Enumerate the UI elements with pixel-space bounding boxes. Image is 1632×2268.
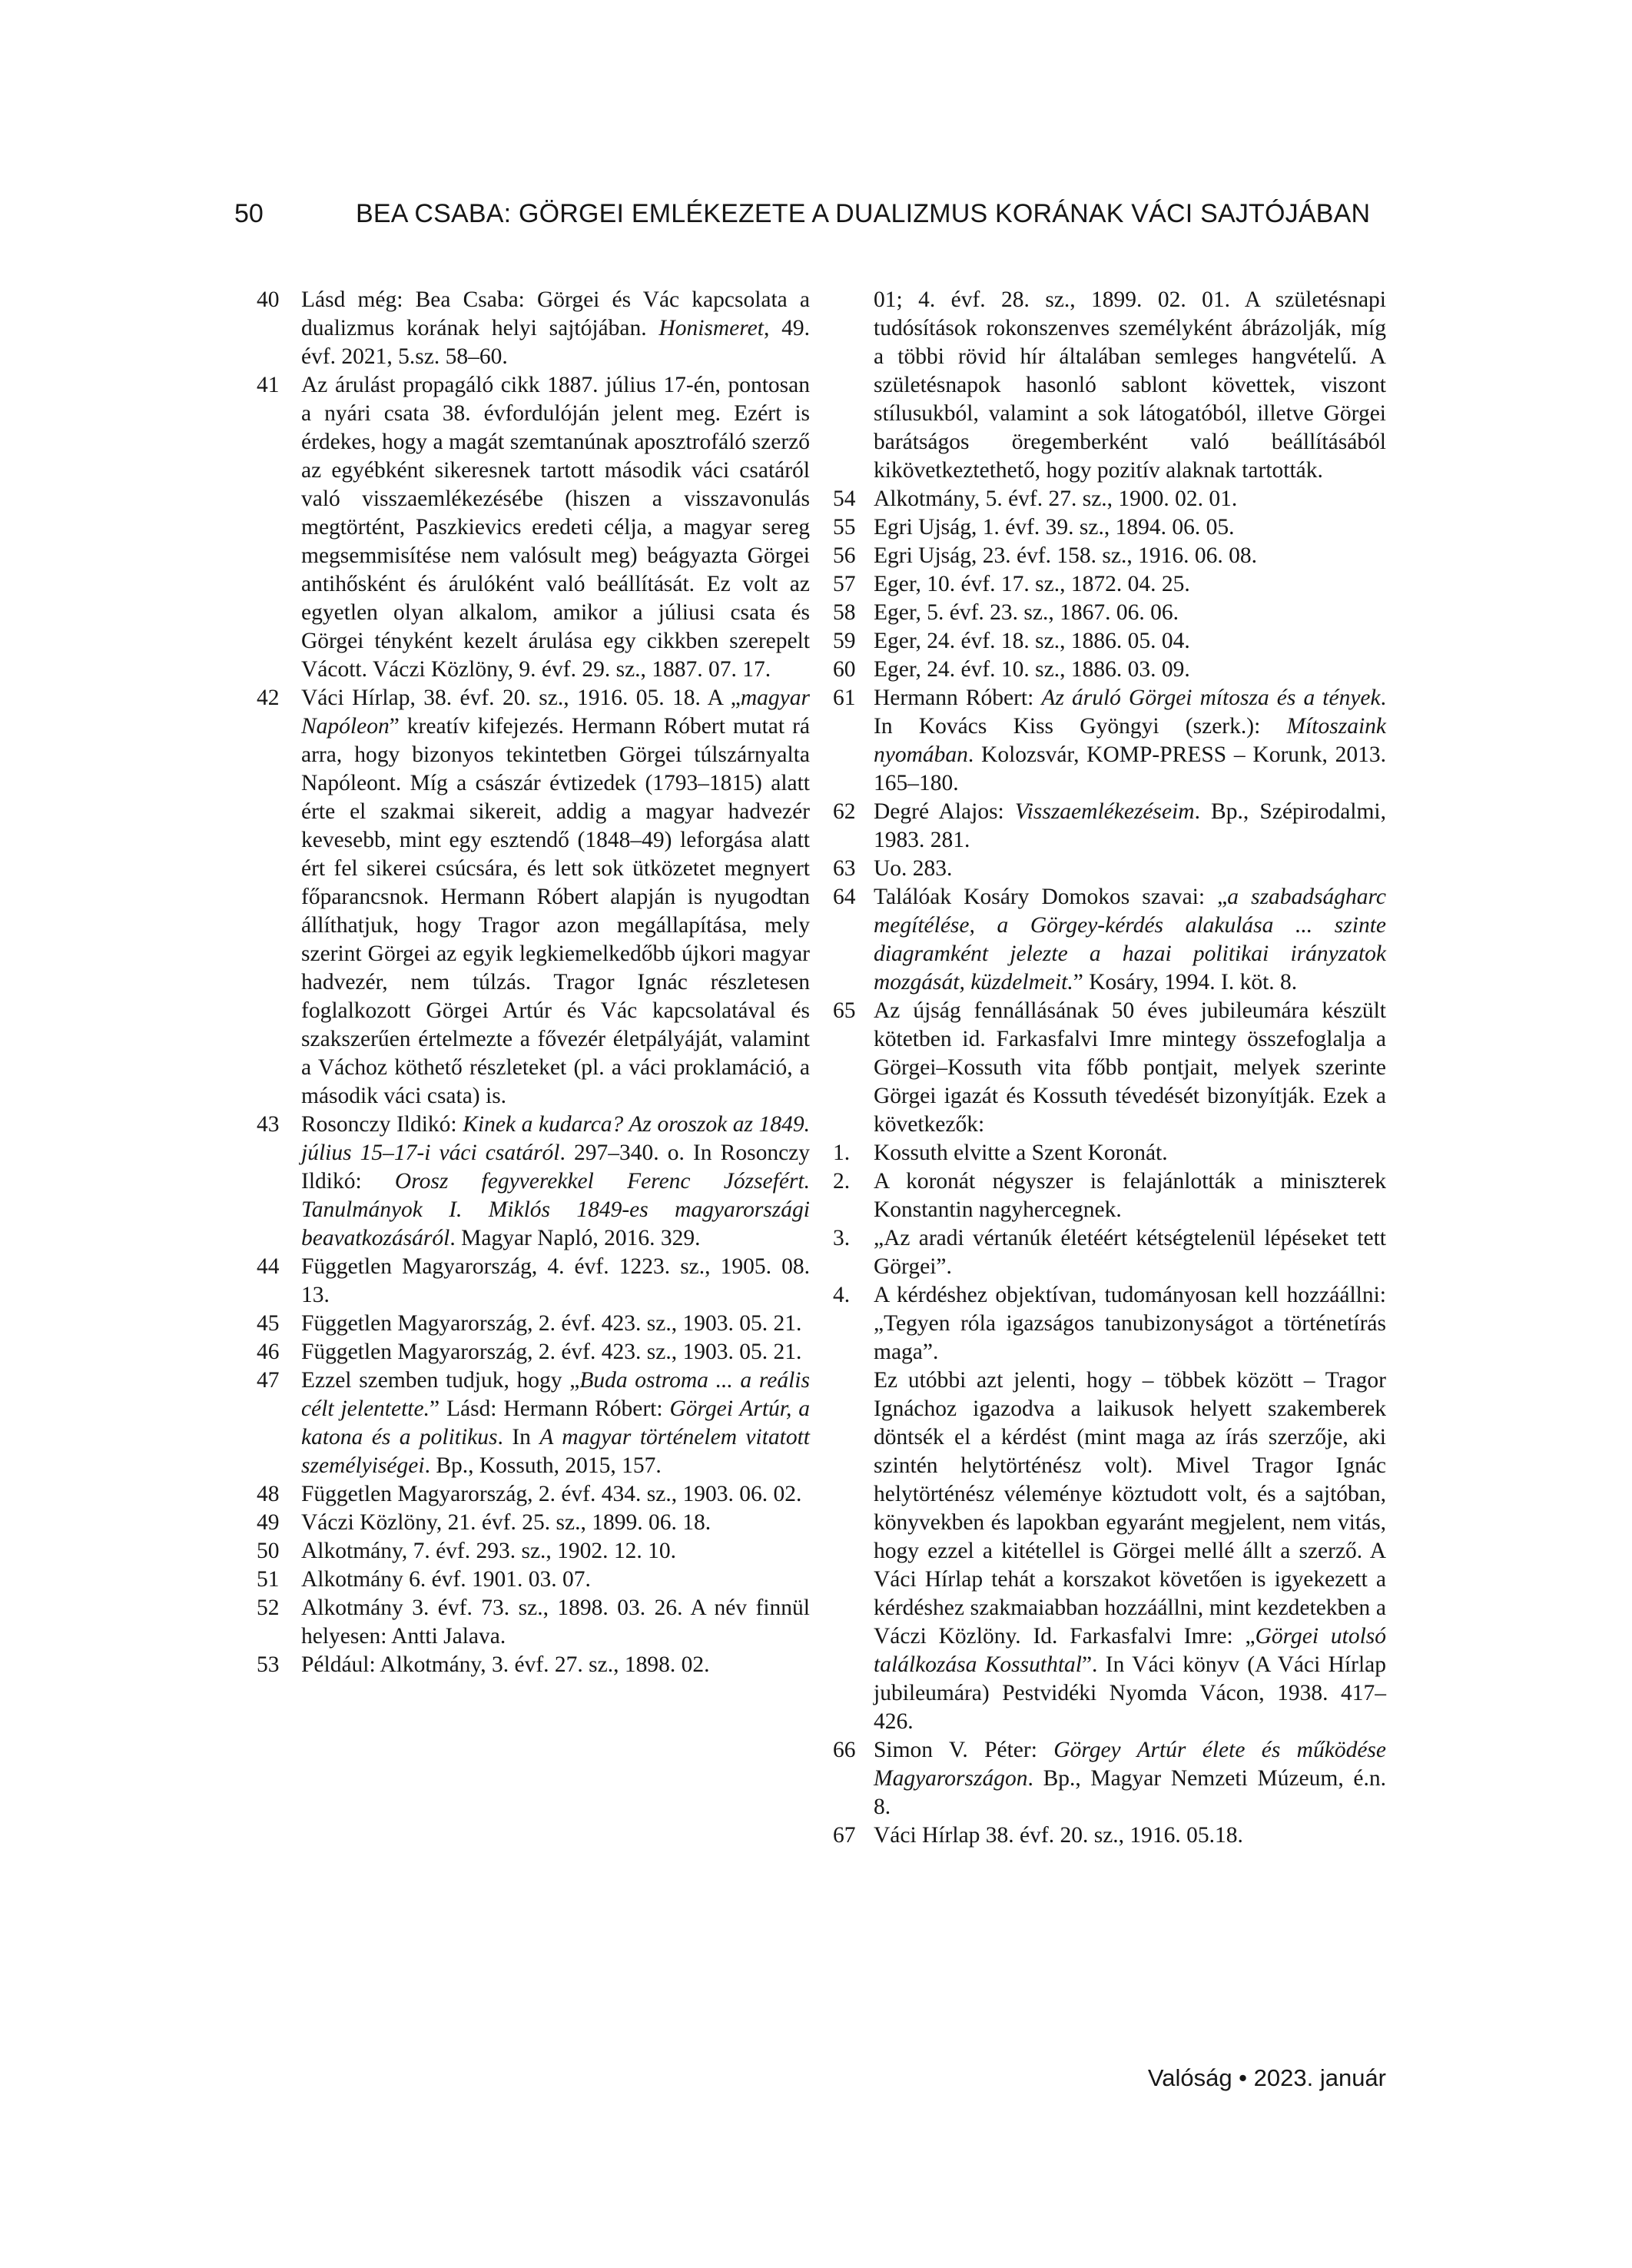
endnote [257,1537,810,1566]
endnote [833,1139,1386,1167]
endnote [257,1566,810,1594]
endnote [833,684,1386,798]
endnote-number: 59 [833,629,856,653]
endnote-continuation [833,286,1386,485]
endnote-text: 01; 4. évf. 28. sz., 1899. 02. 01. A születésnapi tudósítások rokonszenves személyként ábrázolják, míg a többi rövid hír általában semleges hangvételű. A születésnapok hasonló sablont követtek, viszont stílusukból, valamint a sok látogatóból, illetve Görgei barátságos öregemberként való beállításából kikövetkeztethető, hogy pozitív alaknak tartották. [874,287,1386,483]
endnote-number: 48 [257,1482,280,1506]
endnote [257,1594,810,1651]
endnote-text: Független Magyarország, 2. évf. 423. sz., 1903. 05. 21. [301,1311,802,1336]
endnote-number: 56 [833,543,856,568]
endnote [257,1111,810,1253]
journal-footer: Valóság • 2023. január [1147,2064,1386,2091]
endnote-number: 50 [257,1539,280,1563]
endnote [257,1310,810,1338]
endnote-text: Alkotmány, 5. évf. 27. sz., 1900. 02. 01. [874,486,1238,511]
endnote-text: Egri Ujság, 1. évf. 39. sz., 1894. 06. 05. [874,515,1235,540]
endnote [833,570,1386,599]
endnote [833,1167,1386,1224]
endnote-text: Az árulást propagáló cikk 1887. július 17-én, pontosan a nyári csata 38. évfordulóján jelent meg. Ezért is érdekes, hogy a magát szemtanúnak aposztrofáló szerző az egyébként sikeresnek tartott második váci csatáról való visszaemlékezésébe (hiszen a visszavonulás megtörtént, Paszkievics eredeti célja, a magyar sereg megsemmisítése nem valósult meg) beágyazta Görgei antihősként és árulóként való beállítását. Ez volt az egyetlen olyan alkalom, amikor a júliusi csata és Görgei tényként kezelt árulása egy cikkben szerepelt Vácott. Váczi Közlöny, 9. évf. 29. sz., 1887. 07. 17. [301,373,810,682]
endnote [833,627,1386,656]
endnote-number: 64 [833,885,856,909]
endnote-text: Alkotmány 3. évf. 73. sz., 1898. 03. 26. A név finnül helyesen: Antti Jalava. [301,1596,810,1649]
endnote-number: 41 [257,373,280,397]
endnote-text: Hermann Róbert: Az áruló Görgei mítosza és a tények. In Kovács Kiss Gyöngyi (szerk.): Mítoszaink nyomában. Kolozsvár, KOMP-PRESS – Korunk, 2013. 165–180. [874,686,1386,795]
endnote-text: Találóak Kosáry Domokos szavai: „a szabadságharc megítélése, a Görgey-kérdés alakulása ... szinte diagramként jelezte a hazai politikai irányzatok mozgását, küzdelmeit.” Kosáry, 1994. I. köt. 8. [874,885,1387,995]
endnote-text: Eger, 5. évf. 23. sz., 1867. 06. 06. [874,600,1179,625]
endnote [257,286,810,371]
endnote-text: Váczi Közlöny, 21. évf. 25. sz., 1899. 06. 18. [301,1510,712,1535]
endnote-text: Lásd még: Bea Csaba: Görgei és Vác kapcsolata a dualizmus korának helyi sajtójában. Honismeret, 49. évf. 2021, 5.sz. 58–60. [301,287,810,369]
endnote-text: Uo. 283. [874,856,953,881]
endnote [833,656,1386,684]
endnote [257,371,810,684]
endnote-number: 55 [833,515,856,540]
endnote [833,1736,1386,1821]
endnote-number: 45 [257,1311,280,1336]
endnote-number: 57 [833,572,856,596]
endnote-number: 40 [257,287,280,312]
endnote-number: 3. [833,1226,851,1250]
endnote-number: 58 [833,600,856,625]
endnote-text: Ez utóbbi azt jelenti, hogy – többek között – Tragor Ignáchoz igazodva a laikusok helyett szakemberek döntsék el a kérdést (mint maga az írás szerzője, aki szintén helytörténész volt). Mivel Tragor Ignác helytörténész véleménye köztudott volt, és a sajtóban, könyvekben és lapokban egyaránt megjelent, nem vitás, hogy ezzel a kitétellel is Görgei mellé állt a szerző. A Váci Hírlap tehát a korszakot követően is igyekezett a kérdéshez szakmaiabban hozzáállni, mint kezdetekben a Váczi Közlöny. Id. Farkasfalvi Imre: „Görgei utolsó találkozása Kossuthtal”. In Váci könyv (A Váci Hírlap jubileumára) Pestvidéki Nyomda Vácon, 1938. 417–426. [874,1368,1386,1734]
endnote [833,513,1386,542]
endnote-text: Kossuth elvitte a Szent Koronát. [874,1141,1168,1165]
endnote-number: 63 [833,856,856,881]
endnote-text: Független Magyarország, 4. évf. 1223. sz., 1905. 08. 13. [301,1254,810,1307]
endnote-text: Független Magyarország, 2. évf. 434. sz., 1903. 06. 02. [301,1482,802,1506]
endnote-text: Például: Alkotmány, 3. évf. 27. sz., 1898. 02. [301,1652,710,1677]
endnote [257,1480,810,1509]
endnote-number: 46 [257,1340,280,1364]
endnote [257,1253,810,1310]
endnote-text: Ezzel szemben tudjuk, hogy „Buda ostroma ... a reális célt jelentette.” Lásd: Hermann Róbert: Görgei Artúr, a katona és a politikus. In A magyar történelem vitatott személyiségei. Bp., Kossuth, 2015, 157. [301,1368,811,1478]
endnote-text: A kérdéshez objektívan, tudományosan kell hozzáállni: „Tegyen róla igazságos tanubizonyságot a történetírás maga”. [874,1283,1386,1364]
endnote-text: Egri Ujság, 23. évf. 158. sz., 1916. 06. 08. [874,543,1257,568]
endnote-number: 4. [833,1283,851,1307]
endnote-text: Alkotmány, 7. évf. 293. sz., 1902. 12. 10. [301,1539,677,1563]
endnote [833,542,1386,570]
endnote-text: Degré Alajos: Visszaemlékezéseim. Bp., Szépirodalmi, 1983. 281. [874,799,1386,852]
endnote [833,485,1386,513]
endnote-text: Független Magyarország, 2. évf. 423. sz., 1903. 05. 21. [301,1340,802,1364]
endnote-number: 44 [257,1254,280,1279]
endnote-text: Váci Hírlap 38. évf. 20. sz., 1916. 05.18. [874,1823,1243,1848]
endnote [257,1338,810,1366]
endnote-continuation [833,1366,1386,1736]
endnote [833,855,1386,883]
endnote-number: 53 [257,1652,280,1677]
endnote-text: Rosonczy Ildikó: Kinek a kudarca? Az oroszok az 1849. július 15–17-i váci csatáról. 297–340. o. In Rosonczy Ildikó: Orosz fegyverekkel Ferenc Józsefért. Tanulmányok I. Miklós 1849-es magyarországi beavatkozásáról. Magyar Napló, 2016. 329. [301,1112,811,1250]
endnote-number: 66 [833,1738,856,1762]
endnote-number: 54 [833,486,856,511]
endnote-text: Eger, 24. évf. 10. sz., 1886. 03. 09. [874,657,1190,682]
endnote [833,1281,1386,1366]
endnote-text: Alkotmány 6. évf. 1901. 03. 07. [301,1567,591,1592]
endnote-number: 2. [833,1169,851,1194]
endnote-text: Simon V. Péter: Görgey Artúr élete és működése Magyarországon. Bp., Magyar Nemzeti Múzeum, é.n. 8. [874,1738,1386,1819]
endnote [257,1366,810,1480]
endnote-number: 65 [833,998,856,1023]
endnote [257,684,810,1111]
endnote-number: 43 [257,1112,280,1137]
notes-column-right [833,286,1386,1850]
notes-column-left [257,286,810,1679]
endnote [833,883,1386,997]
endnote-text: Eger, 10. évf. 17. sz., 1872. 04. 25. [874,572,1190,596]
endnote [833,798,1386,855]
endnote-text: Eger, 24. évf. 18. sz., 1886. 05. 04. [874,629,1190,653]
running-header: BEA CSABA: GÖRGEI EMLÉKEZETE A DUALIZMUS KORÁNAK VÁCI SAJTÓJÁBAN [356,199,1371,228]
endnote-number: 52 [257,1596,280,1620]
endnote [833,1224,1386,1281]
endnote-number: 60 [833,657,856,682]
endnote-number: 49 [257,1510,280,1535]
endnote-number: 42 [257,686,280,710]
endnote-number: 67 [833,1823,856,1848]
endnote-number: 47 [257,1368,280,1393]
endnote [257,1651,810,1679]
endnote [833,599,1386,627]
endnote-number: 61 [833,686,856,710]
endnote-text: A koronát négyszer is felajánlották a miniszterek Konstantin nagyhercegnek. [874,1169,1386,1222]
endnote [833,997,1386,1139]
page-number: 50 [234,199,264,228]
endnote [257,1509,810,1537]
endnote-number: 1. [833,1141,851,1165]
endnote-text: Az újság fennállásának 50 éves jubileumára készült kötetben id. Farkasfalvi Imre mintegy összefoglalja a Görgei–Kossuth vita főbb pontjait, melyek szerinte Görgei igazát és Kossuth tévedését bizonyítják. Ezek a következők: [874,998,1386,1137]
endnote-number: 62 [833,799,856,824]
endnote-number: 51 [257,1567,280,1592]
endnote-text: „Az aradi vértanúk életéért kétségtelenül lépéseket tett Görgei”. [874,1226,1386,1279]
endnote-text: Váci Hírlap, 38. évf. 20. sz., 1916. 05. 18. A „magyar Napóleon” kreatív kifejezés. Hermann Róbert mutat rá arra, hogy bizonyos tekintetben Görgei túlszárnyalta Napóleont. Míg a császár évtizedek (1793–1815) alatt érte el szakmai sikereit, addig a magyar hadvezér kevesebb, mint egy esztendő (1848–49) leforgása alatt ért fel sikerei csúcsára, és lett sok ütközetet megnyert főparancsnok. Hermann Róbert alapján is nyugodtan állíthatjuk, hogy Tragor azon megállapítása, mely szerint Görgei az egyik legkiemelkedőbb újkori magyar hadvezér, nem túlzás. Tragor Ignác részletesen foglalkozott Görgei Artúr és Vác kapcsolatával és szakszerűen értelmezte a fővezér életpályáját, valamint a Váchoz köthető részleteket (pl. a váci proklamáció, a második váci csata) is. [301,686,810,1108]
endnote [833,1821,1386,1850]
